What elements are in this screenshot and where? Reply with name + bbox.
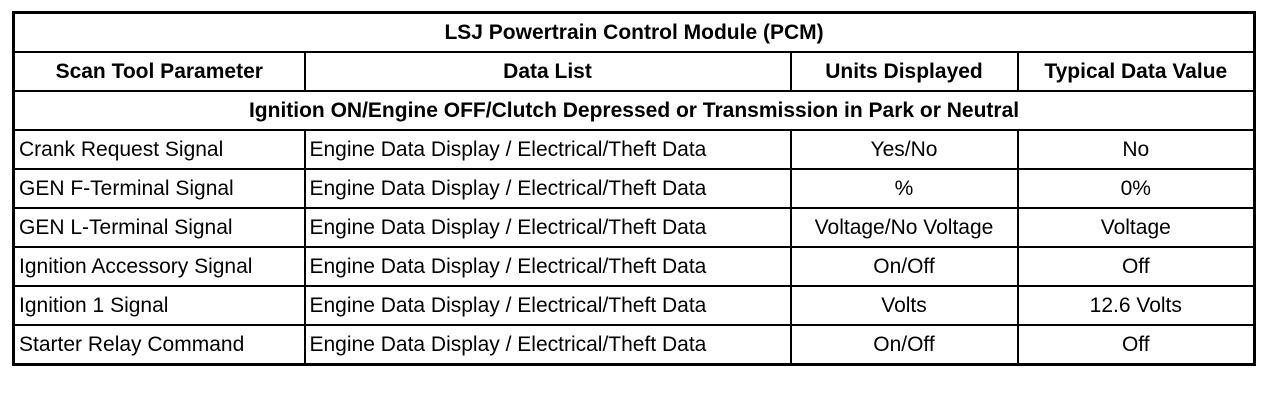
table-row [14, 169, 1255, 208]
data-list-cell: Engine Data Display / Electrical/Theft Data [305, 286, 791, 325]
typical-value-cell: Voltage [1018, 208, 1255, 247]
parameter-cell: Starter Relay Command [14, 325, 305, 365]
units-cell: Yes/No [791, 130, 1018, 169]
title-row [14, 13, 1255, 53]
parameter-cell: GEN F-Terminal Signal [14, 169, 305, 208]
typical-value-cell: Off [1018, 247, 1255, 286]
section-row [14, 91, 1255, 130]
header-row [14, 52, 1255, 91]
typical-value-cell: No [1018, 130, 1255, 169]
table-row [14, 325, 1255, 365]
data-list-cell: Engine Data Display / Electrical/Theft Data [305, 325, 791, 365]
parameter-cell: Ignition 1 Signal [14, 286, 305, 325]
parameter-cell: Crank Request Signal [14, 130, 305, 169]
units-cell: Voltage/No Voltage [791, 208, 1018, 247]
column-header-data-list: Data List [305, 52, 791, 91]
parameter-cell: Ignition Accessory Signal [14, 247, 305, 286]
parameter-cell: GEN L-Terminal Signal [14, 208, 305, 247]
data-list-cell: Engine Data Display / Electrical/Theft Data [305, 130, 791, 169]
data-list-cell: Engine Data Display / Electrical/Theft Data [305, 169, 791, 208]
table-row [14, 286, 1255, 325]
pcm-data-table [12, 11, 1256, 366]
units-cell: On/Off [791, 325, 1018, 365]
section-heading: Ignition ON/Engine OFF/Clutch Depressed or Transmission in Park or Neutral [14, 91, 1255, 130]
typical-value-cell: Off [1018, 325, 1255, 365]
table-row [14, 208, 1255, 247]
table-row [14, 130, 1255, 169]
units-cell: Volts [791, 286, 1018, 325]
column-header-typical-value: Typical Data Value [1018, 52, 1255, 91]
typical-value-cell: 12.6 Volts [1018, 286, 1255, 325]
table-title: LSJ Powertrain Control Module (PCM) [14, 13, 1255, 53]
data-list-cell: Engine Data Display / Electrical/Theft Data [305, 247, 791, 286]
data-list-cell: Engine Data Display / Electrical/Theft Data [305, 208, 791, 247]
table-row [14, 247, 1255, 286]
column-header-parameter: Scan Tool Parameter [14, 52, 305, 91]
typical-value-cell: 0% [1018, 169, 1255, 208]
column-header-units: Units Displayed [791, 52, 1018, 91]
units-cell: % [791, 169, 1018, 208]
units-cell: On/Off [791, 247, 1018, 286]
